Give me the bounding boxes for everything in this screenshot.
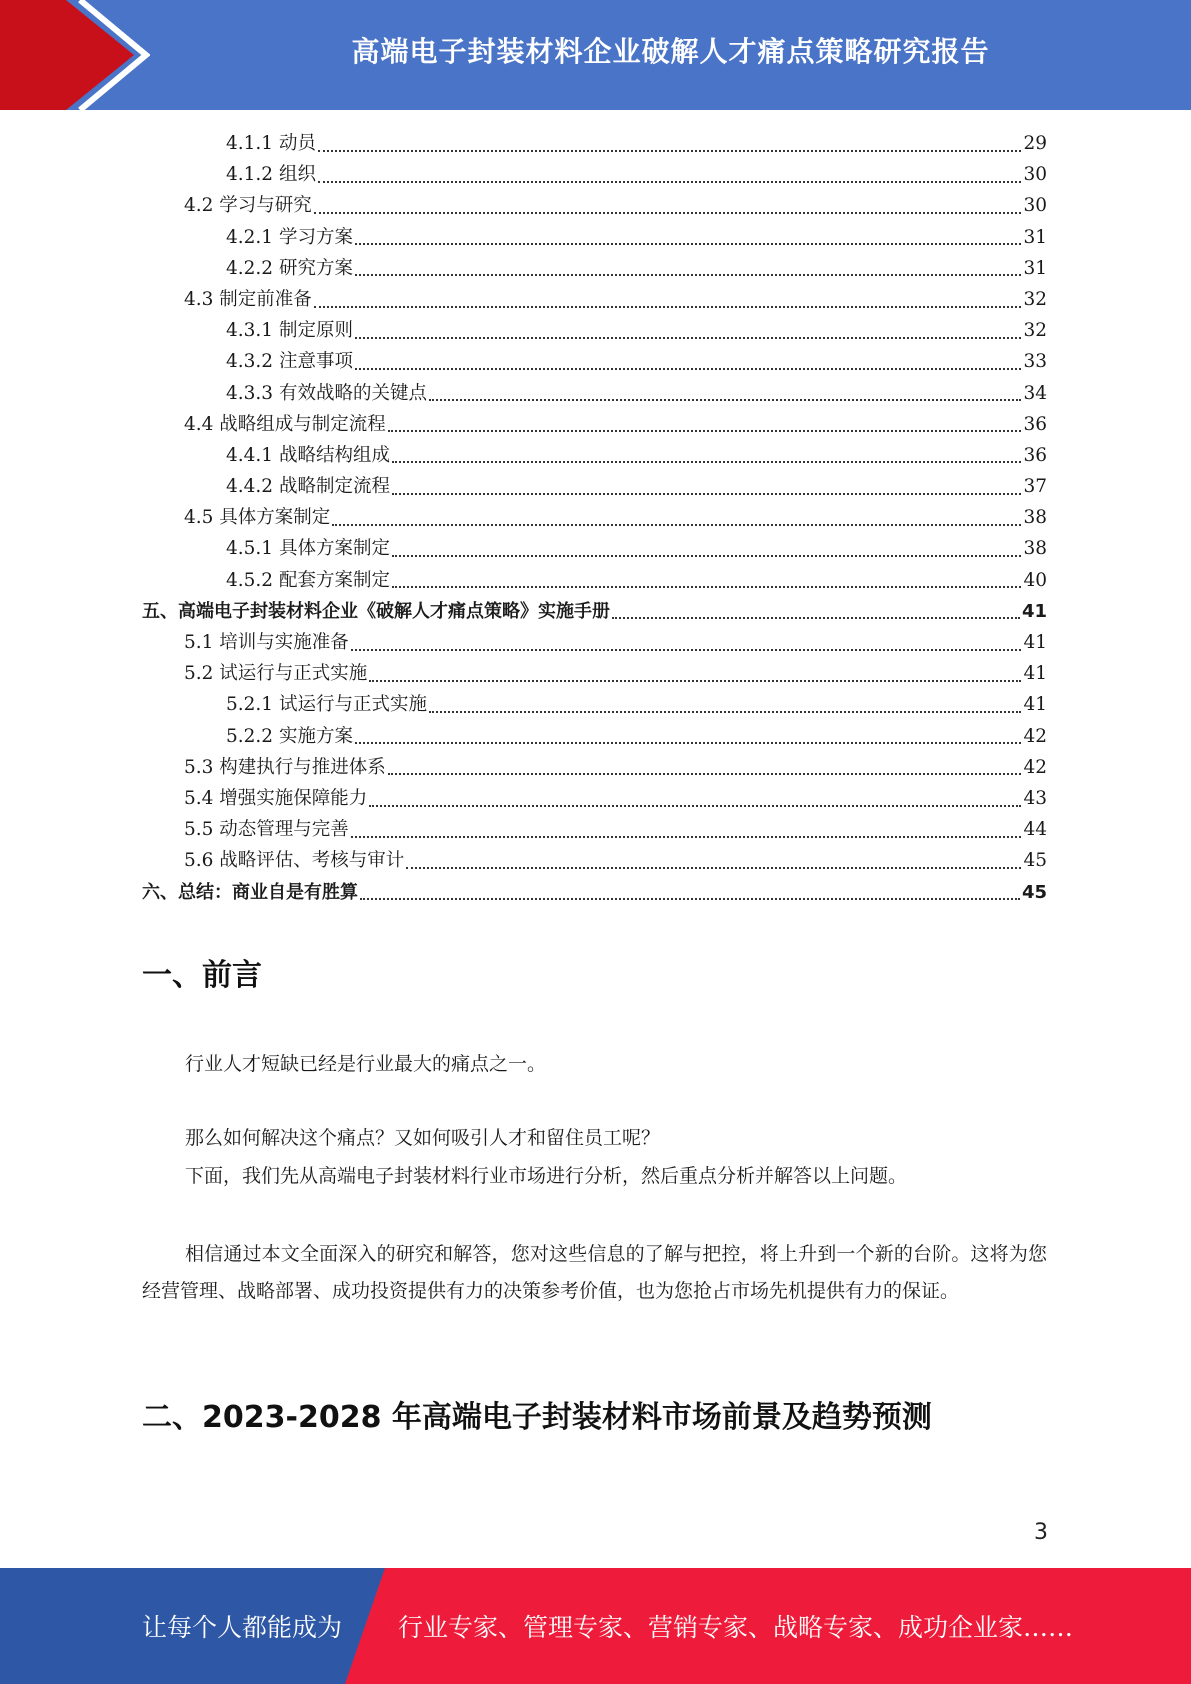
toc-leader-dots xyxy=(612,617,1020,619)
toc-entry-title: 5.2 试运行与正式实施 xyxy=(184,663,368,685)
toc-entry-page: 31 xyxy=(1023,257,1047,279)
toc-leader-dots xyxy=(392,461,1021,463)
paragraph: 行业人才短缺已经是行业最大的痛点之一。 xyxy=(185,1053,547,1075)
toc-entry-page: 44 xyxy=(1023,819,1047,841)
toc-leader-dots xyxy=(392,555,1021,557)
toc-leader-dots xyxy=(388,773,1022,775)
toc-leader-dots xyxy=(392,493,1021,495)
toc-entry[interactable] xyxy=(142,502,1047,533)
toc-entry-title: 5.4 增强实施保障能力 xyxy=(184,787,368,809)
toc-entry[interactable] xyxy=(142,378,1047,409)
toc-leader-dots xyxy=(369,805,1021,807)
toc-entry-page: 32 xyxy=(1023,320,1047,342)
toc-entry[interactable] xyxy=(142,627,1047,658)
header-chevron-decoration xyxy=(0,0,150,110)
toc-leader-dots xyxy=(318,150,1022,152)
toc-entry-page: 29 xyxy=(1023,133,1047,154)
toc-entry-title: 5.6 战略评估、考核与审计 xyxy=(184,850,405,872)
toc-entry[interactable] xyxy=(142,845,1047,876)
toc-entry-page: 30 xyxy=(1023,164,1047,186)
toc-entry-title: 4.4 战略组成与制定流程 xyxy=(184,413,386,435)
toc-entry-title: 4.3 制定前准备 xyxy=(184,288,312,310)
toc-entry-title: 5.2.1 试运行与正式实施 xyxy=(226,694,427,716)
paragraph: 那么如何解决这个痛点？又如何吸引人才和留住员工呢？ xyxy=(185,1127,661,1149)
toc-entry-page: 41 xyxy=(1023,694,1047,716)
toc-leader-dots xyxy=(406,867,1021,869)
toc-entry[interactable] xyxy=(142,658,1047,689)
toc-entry-title: 4.3.1 制定原则 xyxy=(226,320,353,342)
toc-entry-title: 4.5 具体方案制定 xyxy=(184,507,331,529)
toc-entry-page: 40 xyxy=(1023,569,1047,591)
toc-entry[interactable] xyxy=(142,440,1047,471)
toc-entry[interactable] xyxy=(142,533,1047,564)
toc-entry-title: 4.3.2 注意事项 xyxy=(226,351,353,373)
toc-entry-title: 5.5 动态管理与完善 xyxy=(184,819,349,841)
toc-entry[interactable] xyxy=(142,409,1047,440)
toc-leader-dots xyxy=(360,898,1020,900)
toc-entry-page: 37 xyxy=(1023,476,1047,498)
toc-entry[interactable] xyxy=(142,346,1047,377)
toc-entry-page: 30 xyxy=(1023,195,1047,217)
toc-entry[interactable] xyxy=(142,190,1047,221)
toc-entry[interactable] xyxy=(142,471,1047,502)
toc-entry-page: 33 xyxy=(1023,351,1047,373)
toc-leader-dots xyxy=(351,836,1022,838)
toc-leader-dots xyxy=(355,337,1022,339)
toc-leader-dots xyxy=(355,274,1022,276)
toc-entry-title: 4.4.1 战略结构组成 xyxy=(226,444,390,466)
toc-entry-page: 38 xyxy=(1023,507,1047,529)
toc-entry[interactable] xyxy=(142,689,1047,720)
toc-entry-title: 4.1.2 组织 xyxy=(226,164,316,186)
toc-leader-dots xyxy=(332,524,1021,526)
toc-entry-page: 42 xyxy=(1023,756,1047,778)
page-number: 3 xyxy=(1034,1520,1048,1545)
toc-entry[interactable] xyxy=(142,752,1047,783)
toc-entry-page: 32 xyxy=(1023,288,1047,310)
toc-entry-title: 4.2 学习与研究 xyxy=(184,195,312,217)
toc-leader-dots xyxy=(351,649,1022,651)
toc-entry-page: 41 xyxy=(1023,663,1047,685)
toc-entry-title: 4.4.2 战略制定流程 xyxy=(226,476,390,498)
toc-entry-title: 4.5.1 具体方案制定 xyxy=(226,538,390,560)
paragraph: 相信通过本文全面深入的研究和解答，您对这些信息的了解与把控，将上升到一个新的台阶。这将为您经营管理、战略部署、成功投资提供有力的决策参考价值，也为您抢占市场先机提供有力的保证。 xyxy=(142,1243,1047,1302)
toc-leader-dots xyxy=(388,430,1022,432)
toc-leader-dots xyxy=(318,181,1022,183)
header-title: 高端电子封装材料企业破解人才痛点策略研究报告 xyxy=(351,35,990,68)
toc-entry[interactable] xyxy=(142,159,1047,190)
toc-entry-title: 5.1 培训与实施准备 xyxy=(184,632,349,653)
toc-entry-page: 38 xyxy=(1023,538,1047,560)
toc-entry-page: 41 xyxy=(1023,632,1047,653)
toc-leader-dots xyxy=(314,212,1022,214)
toc-entry[interactable] xyxy=(142,222,1047,253)
toc-leader-dots xyxy=(392,586,1021,588)
section-heading-market-forecast: 二、2023-2028 年高端电子封装材料市场前景及趋势预测 xyxy=(142,1400,932,1435)
toc-entry-page: 36 xyxy=(1023,413,1047,435)
toc-entry[interactable] xyxy=(142,284,1047,315)
toc-entry[interactable] xyxy=(142,565,1047,596)
toc-entry[interactable] xyxy=(142,877,1047,908)
toc-entry-page: 34 xyxy=(1023,382,1047,404)
toc-entry-page: 45 xyxy=(1023,850,1047,872)
toc-entry-title: 4.1.1 动员 xyxy=(226,133,316,154)
toc-leader-dots xyxy=(355,742,1022,744)
toc-leader-dots xyxy=(314,306,1022,308)
toc-entry-title: 4.3.3 有效战略的关键点 xyxy=(226,382,427,404)
toc-entry[interactable] xyxy=(142,721,1047,752)
toc-leader-dots xyxy=(429,711,1021,713)
toc-entry-page: 31 xyxy=(1023,226,1047,248)
toc-entry[interactable] xyxy=(142,315,1047,346)
page-footer xyxy=(0,1568,1191,1684)
toc-leader-dots xyxy=(355,243,1022,245)
toc-entry-title: 4.2.1 学习方案 xyxy=(226,226,353,248)
toc-entry-page: 43 xyxy=(1023,787,1047,809)
toc-entry[interactable] xyxy=(142,783,1047,814)
toc-entry[interactable] xyxy=(142,596,1047,627)
paragraph: 下面，我们先从高端电子封装材料行业市场进行分析，然后重点分析并解答以上问题。 xyxy=(185,1165,908,1187)
toc-entry-page: 41 xyxy=(1021,600,1047,622)
footer-slogan-left: 让每个人都能成为 xyxy=(142,1613,343,1642)
footer-slogan-right: 行业专家、管理专家、营销专家、战略专家、成功企业家…… xyxy=(398,1613,1074,1642)
toc-entry-title: 5.2.2 实施方案 xyxy=(226,725,353,747)
toc-entry-page: 45 xyxy=(1021,881,1047,903)
toc-entry[interactable] xyxy=(142,128,1047,159)
toc-entry-title: 5.3 构建执行与推进体系 xyxy=(184,756,386,778)
toc-entry-page: 36 xyxy=(1023,444,1047,466)
toc-entry[interactable] xyxy=(142,814,1047,845)
toc-entry-title: 六、总结：商业自是有胜算 xyxy=(142,881,358,903)
toc-leader-dots xyxy=(429,399,1021,401)
toc-leader-dots xyxy=(355,368,1022,370)
toc-entry-title: 4.5.2 配套方案制定 xyxy=(226,569,390,591)
toc-entry-page: 42 xyxy=(1023,725,1047,747)
toc-entry-title: 五、高端电子封装材料企业《破解人才痛点策略》实施手册 xyxy=(142,600,610,622)
section-heading-preface: 一、前言 xyxy=(142,958,262,993)
toc-leader-dots xyxy=(369,680,1021,682)
page-header xyxy=(0,0,1191,110)
table-of-contents xyxy=(142,128,1047,908)
toc-entry-title: 4.2.2 研究方案 xyxy=(226,257,353,279)
toc-entry[interactable] xyxy=(142,253,1047,284)
